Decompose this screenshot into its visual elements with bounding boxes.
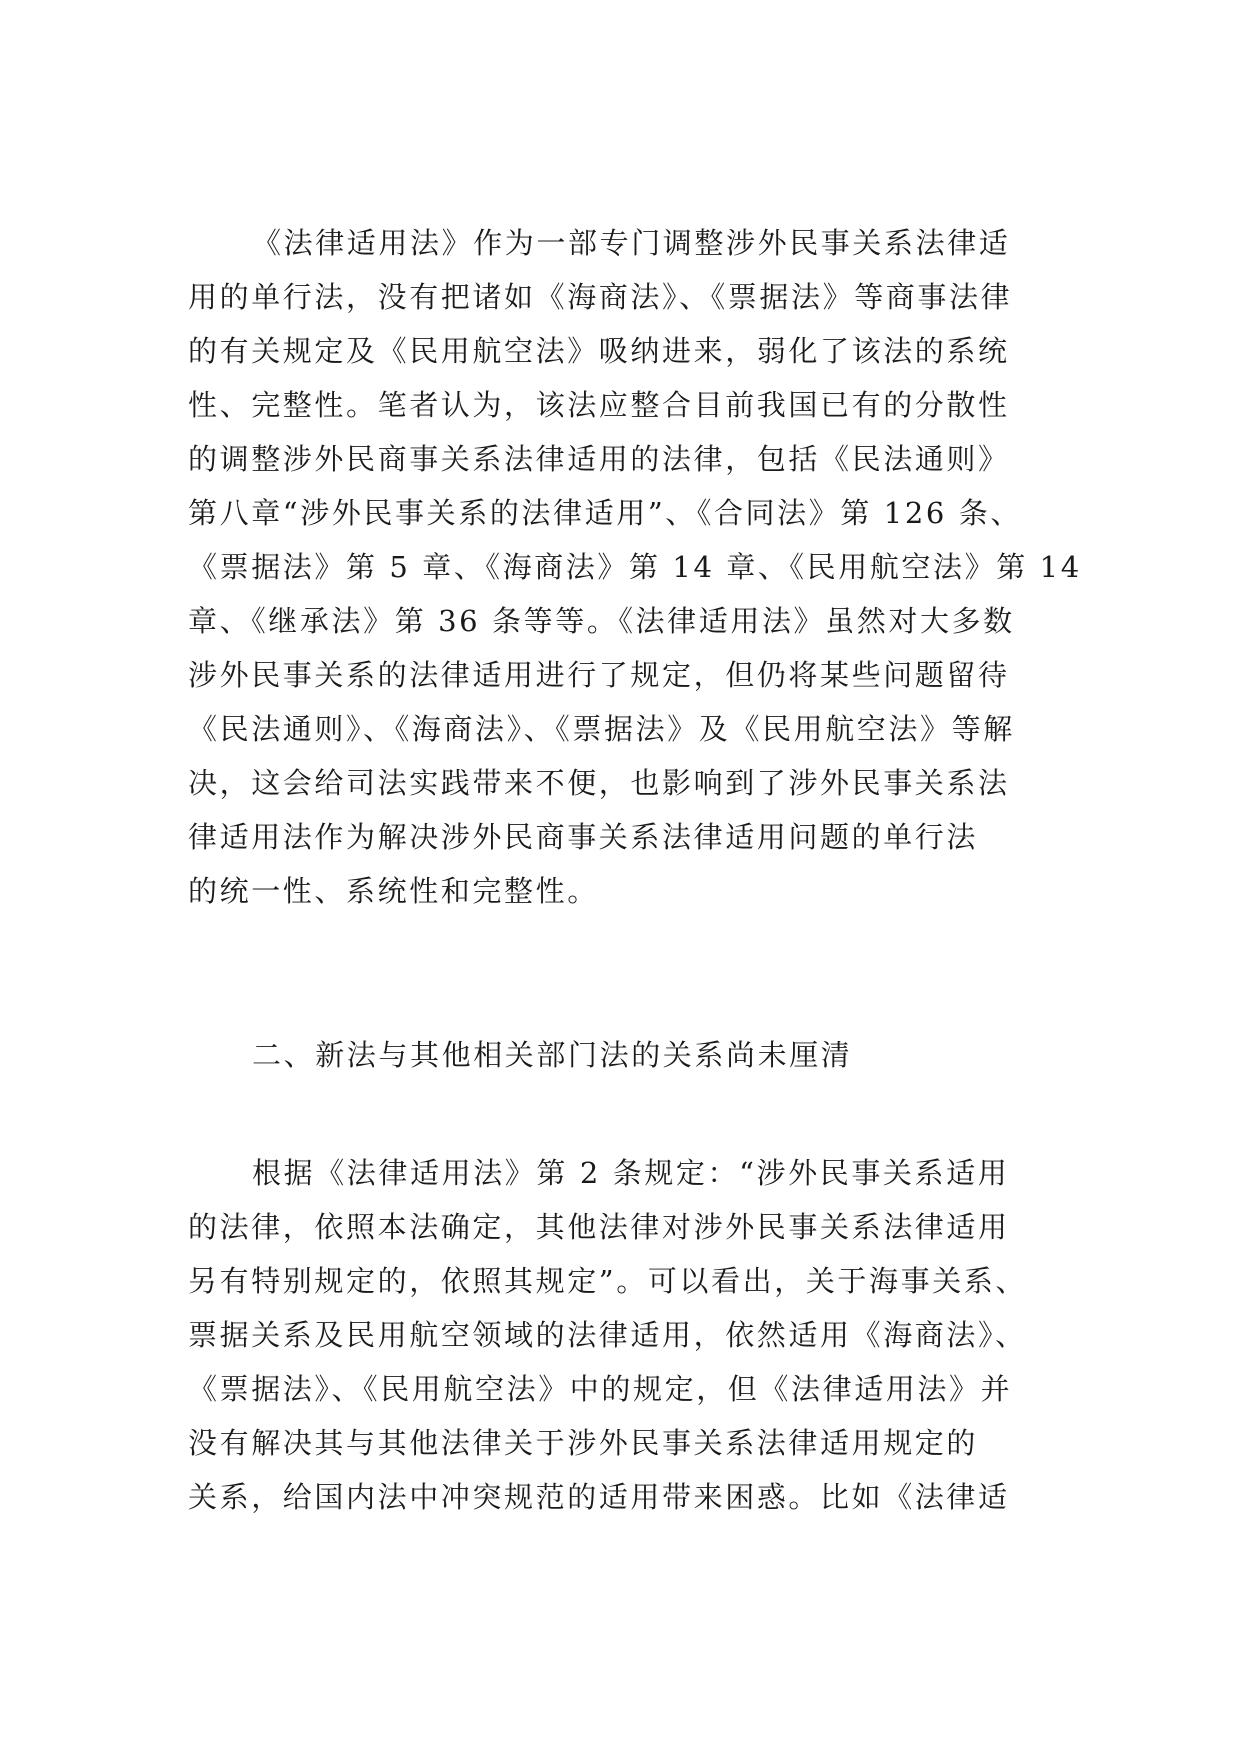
- paragraph-1-line: 《民法通则》、《海商法》、《票据法》及《民用航空法》等解: [188, 712, 1015, 746]
- paragraph-1-line: 性、完整性。笔者认为，该法应整合目前我国已有的分散性: [188, 388, 1010, 422]
- paragraph-2-line: 票据关系及民用航空领域的法律适用，依然适用《海商法》、: [188, 1318, 1027, 1352]
- paragraph-1-line: 《票据法》第 5 章、《海商法》第 14 章、《民用航空法》第 14: [188, 550, 1082, 584]
- paragraph-1-line: 章、《继承法》第 36 条等等。《法律适用法》虽然对大多数: [188, 604, 1015, 638]
- paragraph-2-line: 另有特别规定的，依照其规定”。可以看出，关于海事关系、: [188, 1264, 1028, 1298]
- paragraph-1-line: 律适用法作为解决涉外民商事关系法律适用问题的单行法: [188, 820, 979, 854]
- paragraph-1-line: 决，这会给司法实践带来不便，也影响到了涉外民事关系法: [188, 766, 1010, 800]
- paragraph-1-line: 第八章“涉外民事关系的法律适用”、《合同法》第 126 条、: [188, 496, 1022, 530]
- paragraph-2-line: 关系，给国内法中冲突规范的适用带来困惑。比如《法律适: [188, 1480, 1010, 1514]
- paragraph-1: [188, 216, 1082, 918]
- paragraph-1-line: 的统一性、系统性和完整性。: [188, 874, 599, 908]
- paragraph-1-line: 的调整涉外民商事关系法律适用的法律，包括《民法通则》: [188, 442, 1010, 476]
- paragraph-1-line: 涉外民事关系的法律适用进行了规定，但仍将某些问题留待: [188, 658, 1010, 692]
- paragraph-2-line: 没有解决其与其他法律关于涉外民事关系法律适用规定的: [188, 1426, 979, 1460]
- paragraph-1-line: 用的单行法，没有把诸如《海商法》、《票据法》等商事法律: [188, 280, 1013, 314]
- paragraph-2: [188, 1146, 1068, 1524]
- paragraph-2-line: 根据《法律适用法》第 2 条规定：“涉外民事关系适用: [252, 1156, 1010, 1190]
- paragraph-1-line: 《法律适用法》作为一部专门调整涉外民事关系法律适: [252, 226, 1011, 260]
- section-heading: [188, 1028, 1068, 1082]
- section-heading-text: 二、新法与其他相关部门法的关系尚未厘清: [252, 1038, 853, 1072]
- paragraph-2-line: 《票据法》、《民用航空法》中的规定，但《法律适用法》并: [188, 1372, 1013, 1406]
- paragraph-1-line: 的有关规定及《民用航空法》吸纳进来，弱化了该法的系统: [188, 334, 1010, 368]
- paragraph-2-line: 的法律，依照本法确定，其他法律对涉外民事关系法律适用: [188, 1210, 1010, 1244]
